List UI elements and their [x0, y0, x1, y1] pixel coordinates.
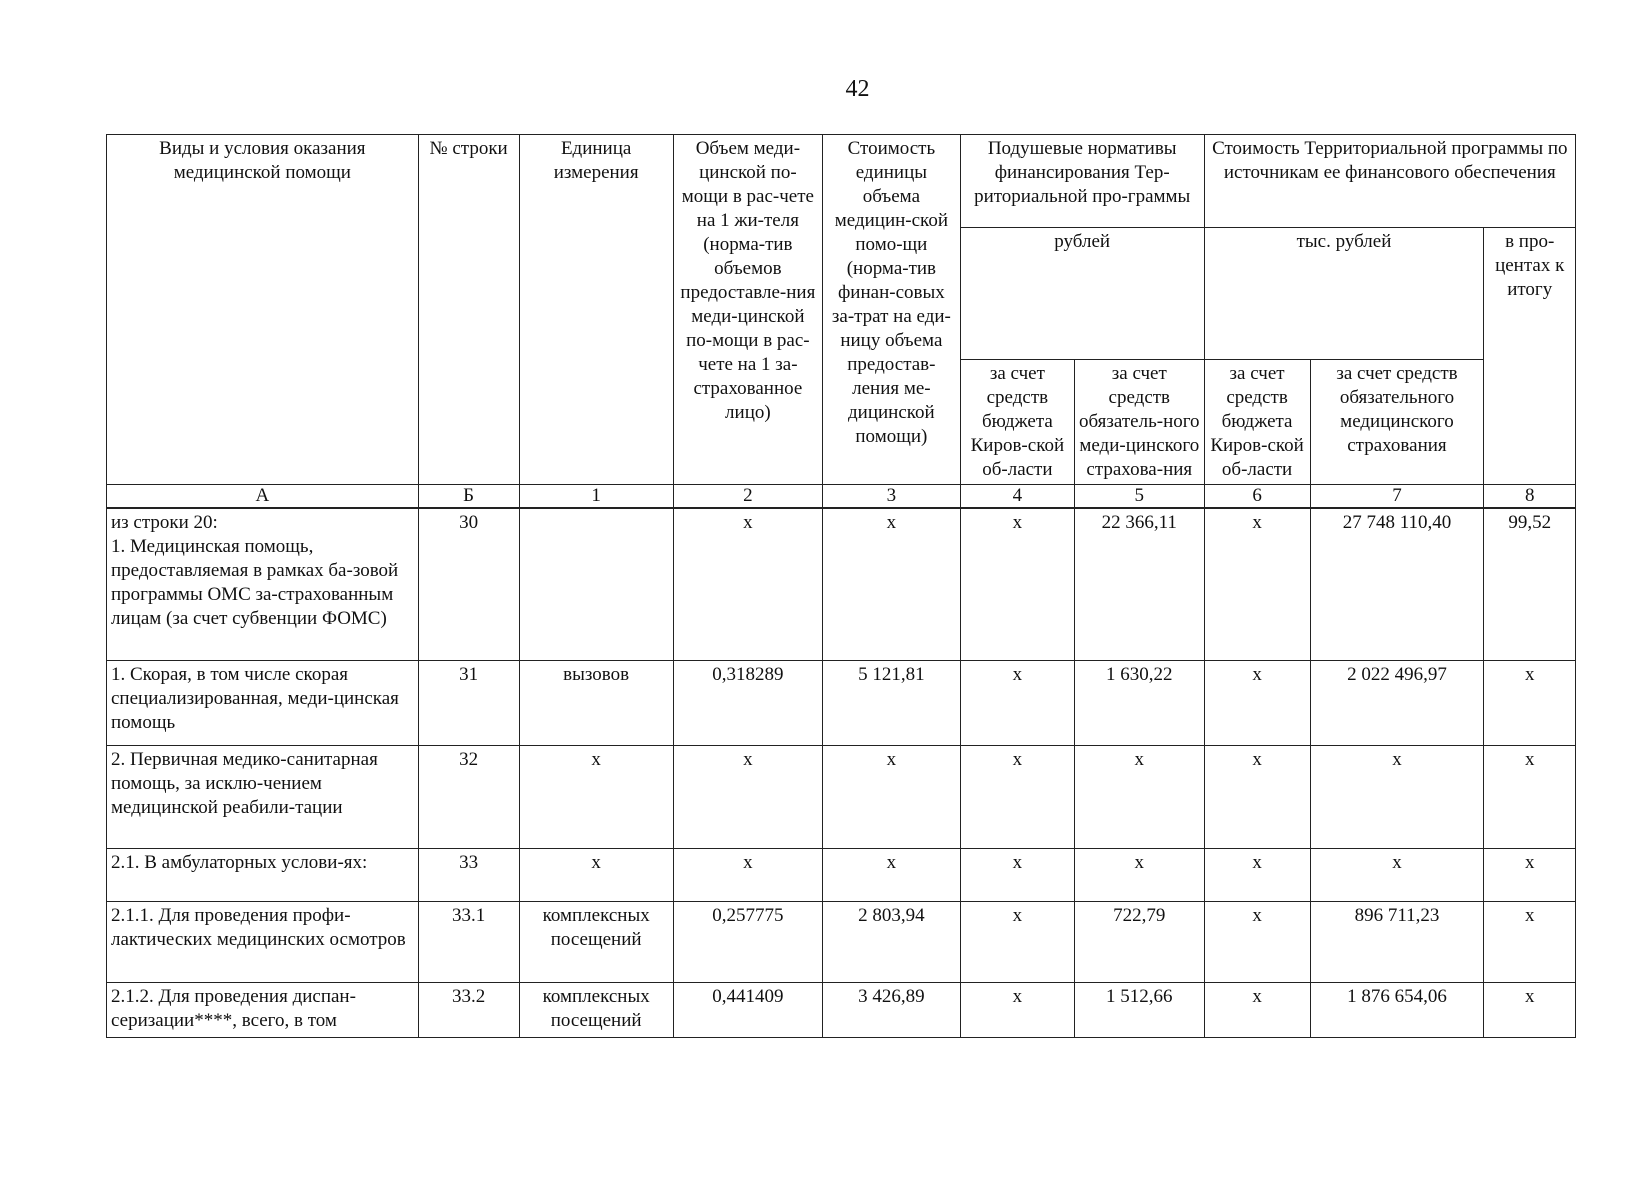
- table-row: [107, 746, 1576, 849]
- value-cell: х: [673, 508, 822, 661]
- value-cell: 3 426,89: [822, 983, 960, 1038]
- value-cell: комплексных посещений: [519, 983, 673, 1038]
- value-cell: 896 711,23: [1310, 902, 1484, 983]
- value-cell: х: [1484, 902, 1576, 983]
- column-number: 4: [960, 485, 1074, 509]
- value-cell: х: [960, 983, 1074, 1038]
- value-cell: х: [960, 746, 1074, 849]
- header-col-3: Стоимость единицы объема медицин-ской помо-щи (норма-тив финан-совых за-трат на еди-ницу объема предостав-ления ме-дицинской помощи): [822, 135, 960, 485]
- value-cell: х: [960, 849, 1074, 902]
- row-number-cell: 33: [418, 849, 519, 902]
- header-col-a: Виды и условия оказания медицинской помощи: [107, 135, 419, 485]
- row-number-cell: 31: [418, 661, 519, 746]
- value-cell: х: [960, 508, 1074, 661]
- table-row: [107, 983, 1576, 1038]
- value-cell: х: [1310, 746, 1484, 849]
- value-cell: х: [673, 849, 822, 902]
- value-cell: 99,52: [1484, 508, 1576, 661]
- value-cell: х: [1484, 849, 1576, 902]
- column-number: 8: [1484, 485, 1576, 509]
- header-group-cost: Стоимость Территориальной программы по источникам ее финансового обеспечения: [1204, 135, 1575, 228]
- row-label-cell: 1. Скорая, в том числе скорая специализированная, меди-цинская помощь: [107, 661, 419, 746]
- value-cell: 0,318289: [673, 661, 822, 746]
- value-cell: 5 121,81: [822, 661, 960, 746]
- value-cell: 0,257775: [673, 902, 822, 983]
- header-unit-rub: рублей: [960, 228, 1204, 360]
- header-col-6: за счет средств бюджета Киров-ской об-ласти: [1204, 360, 1310, 485]
- header-col-8: в про-центах к итогу: [1484, 228, 1576, 485]
- row-label-cell: 2.1.1. Для проведения профи-лактических медицинских осмотров: [107, 902, 419, 983]
- value-cell: 2 803,94: [822, 902, 960, 983]
- header-col-1: Единица измерения: [519, 135, 673, 485]
- row-number-cell: 30: [418, 508, 519, 661]
- header-col-b: № строки: [418, 135, 519, 485]
- value-cell: 1 512,66: [1074, 983, 1204, 1038]
- page-number: 42: [845, 76, 870, 102]
- value-cell: х: [1310, 849, 1484, 902]
- column-number: А: [107, 485, 419, 509]
- value-cell: х: [1204, 746, 1310, 849]
- value-cell: х: [1074, 849, 1204, 902]
- row-label-cell: 2.1. В амбулаторных услови-ях:: [107, 849, 419, 902]
- value-cell: х: [1204, 661, 1310, 746]
- column-number-row: [107, 485, 1576, 509]
- value-cell: [519, 508, 673, 661]
- row-number-cell: 32: [418, 746, 519, 849]
- table-body: [107, 508, 1576, 1038]
- value-cell: х: [960, 661, 1074, 746]
- value-cell: х: [1484, 661, 1576, 746]
- value-cell: 2 022 496,97: [1310, 661, 1484, 746]
- table-row: [107, 508, 1576, 661]
- column-number: 5: [1074, 485, 1204, 509]
- header-unit-thous: тыс. рублей: [1204, 228, 1484, 360]
- value-cell: 1 630,22: [1074, 661, 1204, 746]
- value-cell: х: [1484, 983, 1576, 1038]
- header-row-1: [107, 135, 1576, 228]
- value-cell: х: [1204, 983, 1310, 1038]
- table-row: [107, 661, 1576, 746]
- value-cell: комплексных посещений: [519, 902, 673, 983]
- header-col-2: Объем меди-цинской по-мощи в рас-чете на 1 жи-теля (норма-тив объемов предоставле-ния меди-цинской по-мощи в рас-чете на 1 за-страхованное лицо): [673, 135, 822, 485]
- header-group-per-capita: Подушевые нормативы финансирования Тер-риториальной про-граммы: [960, 135, 1204, 228]
- value-cell: х: [673, 746, 822, 849]
- value-cell: х: [1484, 746, 1576, 849]
- value-cell: 27 748 110,40: [1310, 508, 1484, 661]
- value-cell: вызовов: [519, 661, 673, 746]
- row-label-cell: 2.1.2. Для проведения диспан-серизации****, всего, в том: [107, 983, 419, 1038]
- row-label-cell: из строки 20: 1. Медицинская помощь, предоставляемая в рамках ба-зовой программы ОМС за-страхованным лицам (за счет субвенции ФОМС): [107, 508, 419, 661]
- column-number: Б: [418, 485, 519, 509]
- row-number-cell: 33.1: [418, 902, 519, 983]
- value-cell: 722,79: [1074, 902, 1204, 983]
- column-number: 6: [1204, 485, 1310, 509]
- table-row: [107, 849, 1576, 902]
- header-col-7: за счет средств обязательного медицинского страхования: [1310, 360, 1484, 485]
- value-cell: 1 876 654,06: [1310, 983, 1484, 1038]
- value-cell: х: [822, 849, 960, 902]
- header-col-4: за счет средств бюджета Киров-ской об-ласти: [960, 360, 1074, 485]
- row-number-cell: 33.2: [418, 983, 519, 1038]
- value-cell: х: [960, 902, 1074, 983]
- value-cell: х: [822, 508, 960, 661]
- value-cell: 0,441409: [673, 983, 822, 1038]
- value-cell: х: [519, 849, 673, 902]
- financing-table: [106, 134, 1576, 1038]
- column-number: 3: [822, 485, 960, 509]
- value-cell: х: [519, 746, 673, 849]
- value-cell: х: [1204, 902, 1310, 983]
- value-cell: х: [822, 746, 960, 849]
- column-number: 1: [519, 485, 673, 509]
- row-label-cell: 2. Первичная медико-санитарная помощь, за исклю-чением медицинской реабили-тации: [107, 746, 419, 849]
- header-col-5: за счет средств обязатель-ного меди-цинского страхова-ния: [1074, 360, 1204, 485]
- value-cell: х: [1074, 746, 1204, 849]
- table-row: [107, 902, 1576, 983]
- value-cell: 22 366,11: [1074, 508, 1204, 661]
- column-number: 2: [673, 485, 822, 509]
- column-number: 7: [1310, 485, 1484, 509]
- value-cell: х: [1204, 849, 1310, 902]
- value-cell: х: [1204, 508, 1310, 661]
